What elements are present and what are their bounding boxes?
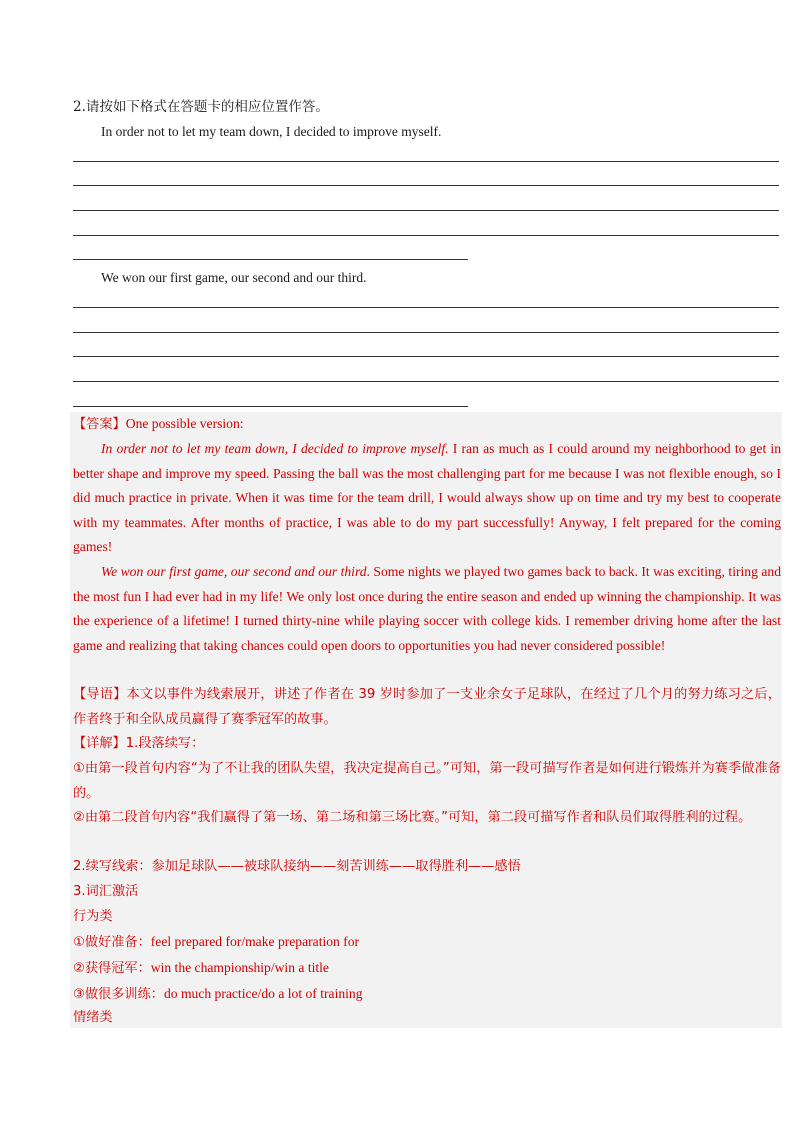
answer-paragraph-1: [73, 437, 781, 560]
vocab-item-en: win the championship/win a title: [150, 960, 329, 975]
answer-line: [73, 406, 468, 407]
answer-heading: [73, 412, 781, 438]
answer-paragraph-2: [73, 560, 781, 658]
detail-heading-1: 1.段落续写：: [125, 736, 205, 751]
detail-label: 【详解】: [73, 736, 126, 751]
answer-line: [73, 259, 468, 260]
vocab-item-cn: ③做很多训练：: [73, 987, 164, 1002]
answer-line: [73, 307, 779, 308]
vocab-item-en: feel prepared for/make preparation for: [150, 934, 360, 949]
answer-line: [73, 235, 779, 236]
vocab-item: [73, 956, 781, 982]
instruction-text: 2.请按如下格式在答题卡的相应位置作答。: [73, 99, 329, 115]
prompt-second-sentence: We won our first game, our second and our third.: [101, 270, 367, 285]
vocab-category-behavior: 行为类: [73, 909, 113, 924]
paragraph-2-body: . Some nights we played two games back to back. It was exciting, tiring and the most fun I had ever had in my life! We only lost once during the entire season and ended up winning the championship. It was the experience of a lifetime! I turned thirty-nine while playing soccer with college kids. I remember driving home after the last game and realizing that taking chances could open doors to opportunities you had never considered possible!: [73, 564, 781, 653]
detail-heading-3: 3.词汇激活: [73, 884, 139, 899]
detail-heading: [73, 732, 781, 757]
answer-line: [73, 210, 779, 211]
guide-label: 【导语】: [73, 687, 127, 702]
guide-text: 本文以事件为线索展开，讲述了作者在 39 岁时参加了一支业余女子足球队，在经过了几个月的努力练习之后，作者终于和全队成员赢得了赛季冠军的故事。: [73, 687, 781, 727]
guide-section: [73, 683, 781, 732]
paragraph-2-lead: We won our first game, our second and our third: [101, 564, 367, 579]
paragraph-1-lead: In order not to let my team down, I decided to improve myself.: [101, 441, 449, 456]
vocab-item-cn: ①做好准备：: [73, 935, 151, 950]
detail-item-1: ①由第一段首句内容“为了不让我的团队失望，我决定提高自己。”可知，第一段可描写作者是如何进行锻炼并为赛季做准备的。: [73, 761, 781, 801]
vocab-item: [73, 982, 781, 1008]
vocab-item-en: do much practice/do a lot of training: [163, 986, 363, 1001]
paragraph-1-body: I ran as much as I could around my neighborhood to get in better shape and improve my speed. Passing the ball was the most challenging part for me because I was not flexible enough, so I did much practice in private. When it was time for the team drill, I would always show up on time and try my best to cooperate with my teammates. After months of practice, I was able to do my part successfully! Anyway, I felt prepared for the coming games!: [73, 441, 781, 554]
vocab-item-cn: ②获得冠军：: [73, 961, 151, 976]
answer-intro: One possible version:: [125, 416, 244, 431]
vocab-item: [73, 930, 781, 956]
prompt-first-sentence: In order not to let my team down, I decided to improve myself.: [101, 124, 442, 139]
detail-item-2: ②由第二段首句内容“我们赢得了第一场、第二场和第三场比赛。”可知，第二段可描写作者和队员们取得胜利的过程。: [73, 810, 752, 825]
answer-line: [73, 161, 779, 162]
vocab-category-emotion: 情绪类: [73, 1010, 113, 1025]
answer-line: [73, 185, 779, 186]
answer-line: [73, 381, 779, 382]
answer-line: [73, 356, 779, 357]
detail-heading-2: 2.续写线索：参加足球队——被球队接纳——刻苦训练——取得胜利——感悟: [73, 859, 521, 874]
answer-label: 【答案】: [73, 417, 126, 432]
answer-line: [73, 332, 779, 333]
